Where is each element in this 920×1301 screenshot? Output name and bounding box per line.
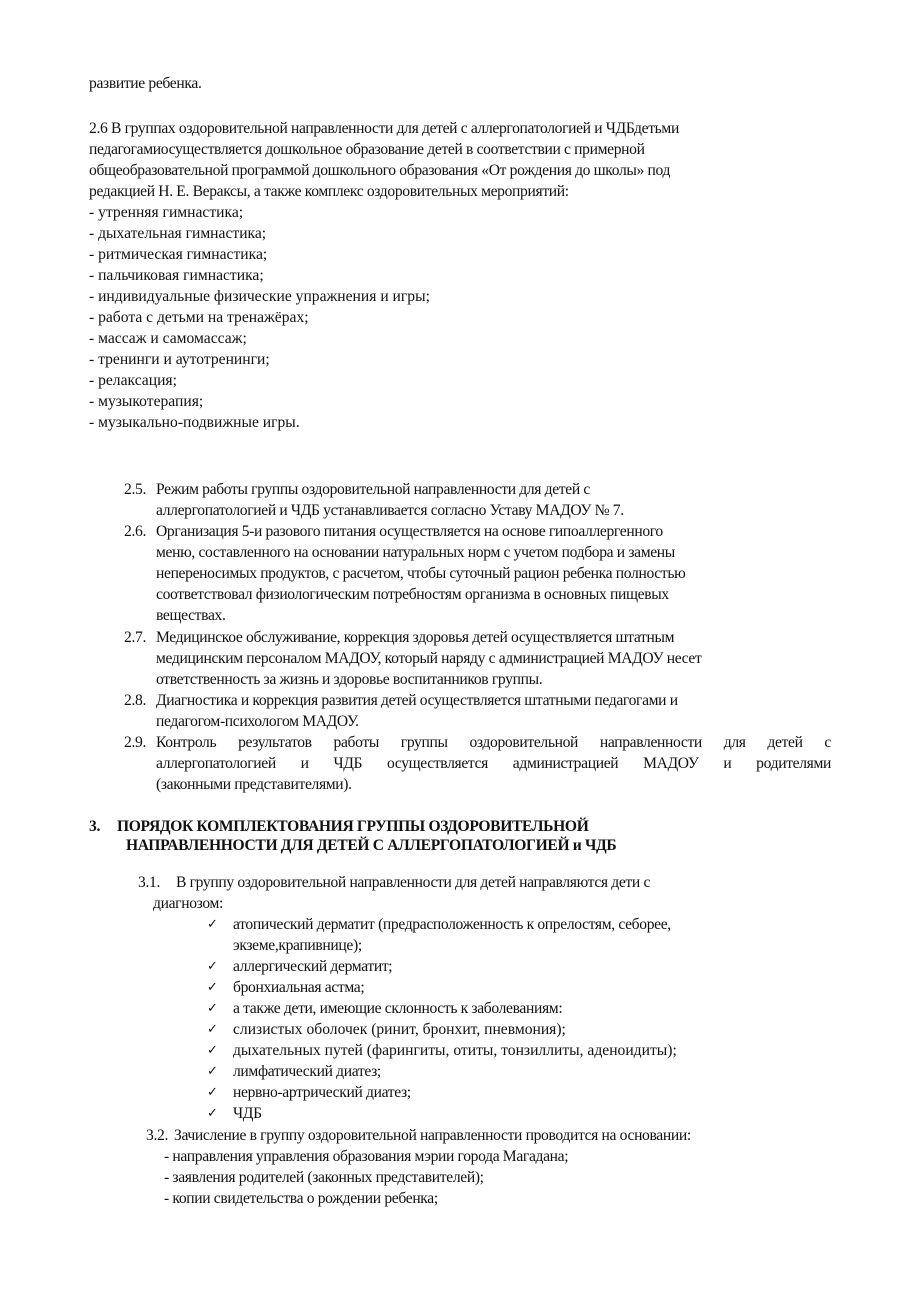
list-item: - релаксация; (89, 372, 177, 389)
item-number: 2.8. (124, 692, 146, 709)
list-item: - дыхательная гимнастика; (89, 225, 267, 242)
item-line: ответственность за жизнь и здоровье воспитанников группы. (156, 671, 543, 688)
section-number: 3. (89, 818, 100, 835)
sub-list-item: - копии свидетельства о рождении ребенка; (164, 1190, 438, 1207)
paragraph-line: 2.6 В группах оздоровительной направленности для детей с аллергопатологией и ЧДБдетьми (89, 120, 679, 137)
item-line: педагогом-психологом МАДОУ. (156, 713, 359, 730)
diagnosis-text: аллергический дерматит; (233, 958, 393, 975)
checkmark-icon: ✓ (207, 1106, 218, 1121)
item-line: Зачисление в группу оздоровительной направленности проводится на основании: (174, 1127, 691, 1144)
list-item: - работа с детьми на тренажёрах; (89, 309, 309, 326)
item-line: Режим работы группы оздоровительной направленности для детей с (156, 481, 590, 498)
sub-list-item: - направления управления образования мэрии города Магадана; (164, 1148, 569, 1165)
checkmark-icon: ✓ (207, 1085, 218, 1100)
diagnosis-text: лимфатический диатез; (233, 1063, 381, 1080)
item-line: непереносимых продуктов, с расчетом, чтобы суточный рацион ребенка полностью (156, 565, 686, 582)
diagnosis-text: слизистых оболочек (ринит, бронхит, пневмония); (233, 1021, 566, 1038)
paragraph-line: редакцией Н. Е. Вераксы, а также комплекс оздоровительных мероприятий: (89, 183, 569, 200)
diagnosis-text: нервно-артрический диатез; (233, 1084, 411, 1101)
section-title-line: НАПРАВЛЕННОСТИ ДЛЯ ДЕТЕЙ С АЛЛЕРГОПАТОЛОГИЕЙ и ЧДБ (126, 837, 617, 854)
diagnosis-text: дыхательных путей (фарингиты, отиты, тонзиллиты, аденоидиты); (233, 1042, 677, 1059)
list-item: - утренняя гимнастика; (89, 204, 244, 221)
diagnosis-text: атопический дерматит (предрасположенность к опрелостям, себорее, (233, 916, 671, 933)
item-line: медицинским персоналом МАДОУ, который наряду с администрацией МАДОУ несет (156, 650, 702, 667)
list-item: - ритмическая гимнастика; (89, 246, 268, 263)
checkmark-icon: ✓ (207, 917, 218, 932)
paragraph-line: общеобразовательной программой дошкольного образования «От рождения до школы» под (89, 162, 671, 179)
item-number: 3.1. (138, 874, 160, 891)
item-line: Медицинское обслуживание, коррекция здоровья детей осуществляется штатным (156, 629, 675, 646)
item-line: (законными представителями). (156, 776, 352, 793)
item-line: меню, составленного на основании натуральных норм с учетом подбора и замены (156, 544, 675, 561)
item-line: соответствовал физиологическим потребностям организма в основных пищевых (156, 586, 669, 603)
item-line: Организация 5-и разового питания осуществляется на основе гипоаллергенного (156, 523, 663, 540)
item-number: 3.2. (146, 1127, 168, 1144)
section-title-line: ПОРЯДОК КОМПЛЕКТОВАНИЯ ГРУППЫ ОЗДОРОВИТЕЛЬНОЙ (117, 818, 589, 835)
list-item: - пальчиковая гимнастика; (89, 267, 264, 284)
item-line: диагнозом: (153, 895, 224, 912)
item-number: 2.5. (124, 481, 146, 498)
item-line: веществах. (156, 607, 226, 624)
continuation-text: развитие ребенка. (89, 75, 202, 92)
list-item: - массаж и самомассаж; (89, 330, 247, 347)
item-number: 2.9. (124, 734, 146, 751)
checkmark-icon: ✓ (207, 1064, 218, 1079)
list-item: - музыкотерапия; (89, 393, 204, 410)
list-item: - индивидуальные физические упражнения и игры; (89, 288, 430, 305)
item-line: В группу оздоровительной направленности для детей направляются дети с (176, 874, 651, 891)
diagnosis-text: бронхиальная астма; (233, 979, 365, 996)
checkmark-icon: ✓ (207, 1043, 218, 1058)
item-line: Контроль результатов работы группы оздоровительной направленности для детей с (156, 734, 831, 751)
list-item: - тренинги и аутотренинги; (89, 351, 270, 368)
item-line: Диагностика и коррекция развития детей осуществляется штатными педагогами и (156, 692, 678, 709)
item-line: аллергопатологией и ЧДБ осуществляется администрацией МАДОУ и родителями (156, 755, 831, 772)
diagnosis-text: ЧДБ (233, 1105, 262, 1122)
checkmark-icon: ✓ (207, 1022, 218, 1037)
item-line: аллергопатологией и ЧДБ устанавливается согласно Уставу МАДОУ № 7. (156, 502, 624, 519)
list-item: - музыкально-подвижные игры. (89, 414, 300, 431)
diagnosis-text: а также дети, имеющие склонность к заболеваниям: (233, 1000, 563, 1017)
checkmark-icon: ✓ (207, 980, 218, 995)
checkmark-icon: ✓ (207, 1001, 218, 1016)
sub-list-item: - заявления родителей (законных представителей); (164, 1169, 484, 1186)
diagnosis-text: экземе,крапивнице); (233, 937, 362, 954)
item-number: 2.7. (124, 629, 146, 646)
item-number: 2.6. (124, 523, 146, 540)
paragraph-line: педагогамиосуществляется дошкольное образование детей в соответствии с примерной (89, 141, 645, 158)
checkmark-icon: ✓ (207, 959, 218, 974)
